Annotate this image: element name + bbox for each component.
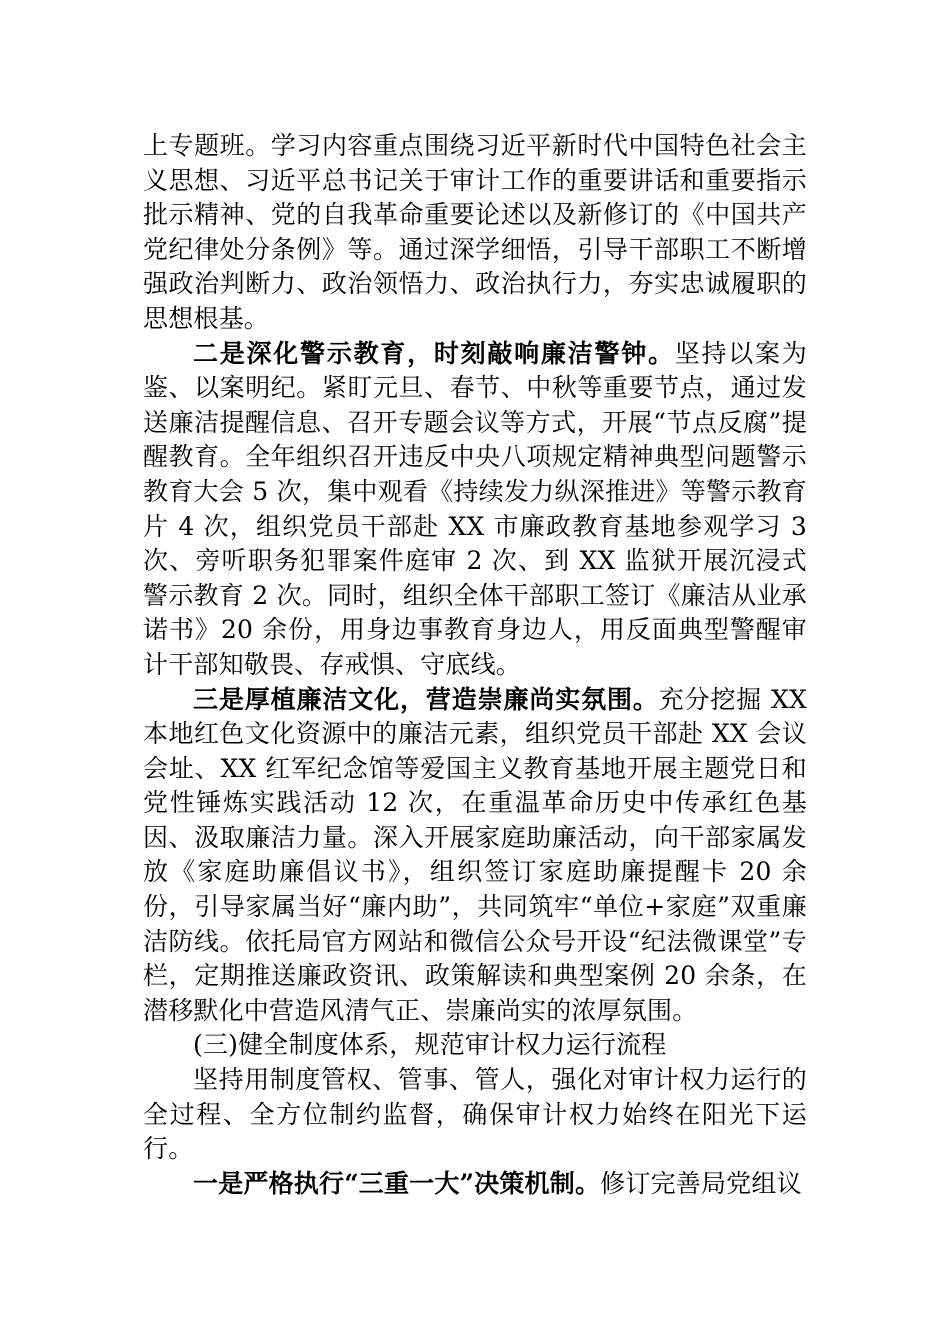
paragraph-system-intro bbox=[143, 1063, 807, 1167]
paragraph-integrity-culture bbox=[143, 683, 807, 1029]
paragraph-text: 修订完善局党组议 bbox=[600, 1168, 802, 1198]
paragraph-text: 坚持以案为鉴、以案明纪。紧盯元旦、春节、中秋等重要节点，通过发送廉洁提醒信息、召开专题会议等方式，开展“节点反腐”提醒教育。全年组织召开违反中央八项规定精神典型问题警示教育大会 5 次，集中观看《持续发力纵深推进》等警示教育片 4 次，组织党员干部赴 XX 市廉政教育基地参观学习 3 次、旁听职务犯罪案件庭审 2 次、到 XX 监狱开展沉浸式警示教育 2 次。同时，组织全体干部职工签订《廉洁从业承诺书》20 余份，用身边事教育身边人，用反面典型警醒审计干部知敬畏、存戒惧、守底线。 bbox=[143, 338, 807, 679]
paragraph-text: 充分挖掘 XX 本地红色文化资源中的廉洁元素，组织党员干部赴 XX 会议会址、XX 红军纪念馆等爱国主义教育基地开展主题党日和党性锤炼实践活动 12 次，在重温革命历史中传承红色基因、汲取廉洁力量。深入开展家庭助廉活动，向干部家属发放《家庭助廉倡议书》，组织签订家庭助廉提醒卡 20 余份，引导家属当好“廉内助”，共同筑牢“单位+家庭”双重廉洁防线。依托局官方网站和微信公众号开设“纪法微课堂”专栏，定期推送廉政资讯、政策解读和典型案例 20 余条，在潜移默化中营造风清气正、崇廉尚实的浓厚氛围。 bbox=[143, 684, 807, 1025]
section-heading-system bbox=[143, 1028, 807, 1063]
section-heading-text: (三)健全制度体系，规范审计权力运行流程 bbox=[193, 1030, 667, 1060]
paragraph-heading: 三是厚植廉洁文化，营造崇廉尚实氛围。 bbox=[193, 684, 659, 714]
document-page bbox=[143, 129, 807, 1201]
paragraph-heading: 一是严格执行“三重一大”决策机制。 bbox=[193, 1168, 601, 1198]
paragraph-study-content bbox=[143, 129, 807, 337]
paragraph-text: 坚持用制度管权、管事、管人，强化对审计权力运行的全过程、全方位制约监督，确保审计权力始终在阳光下运行。 bbox=[143, 1065, 807, 1164]
paragraph-text: 上专题班。学习内容重点围绕习近平新时代中国特色社会主义思想、习近平总书记关于审计工作的重要讲话和重要指示批示精神、党的自我革命重要论述以及新修订的《中国共产党纪律处分条例》等。通过深学细悟，引导干部职工不断增强政治判断力、政治领悟力、政治执行力，夯实忠诚履职的思想根基。 bbox=[143, 131, 807, 333]
paragraph-decision-mechanism bbox=[143, 1167, 807, 1202]
paragraph-heading: 二是深化警示教育，时刻敲响廉洁警钟。 bbox=[193, 338, 675, 368]
paragraph-warning-education bbox=[143, 337, 807, 683]
